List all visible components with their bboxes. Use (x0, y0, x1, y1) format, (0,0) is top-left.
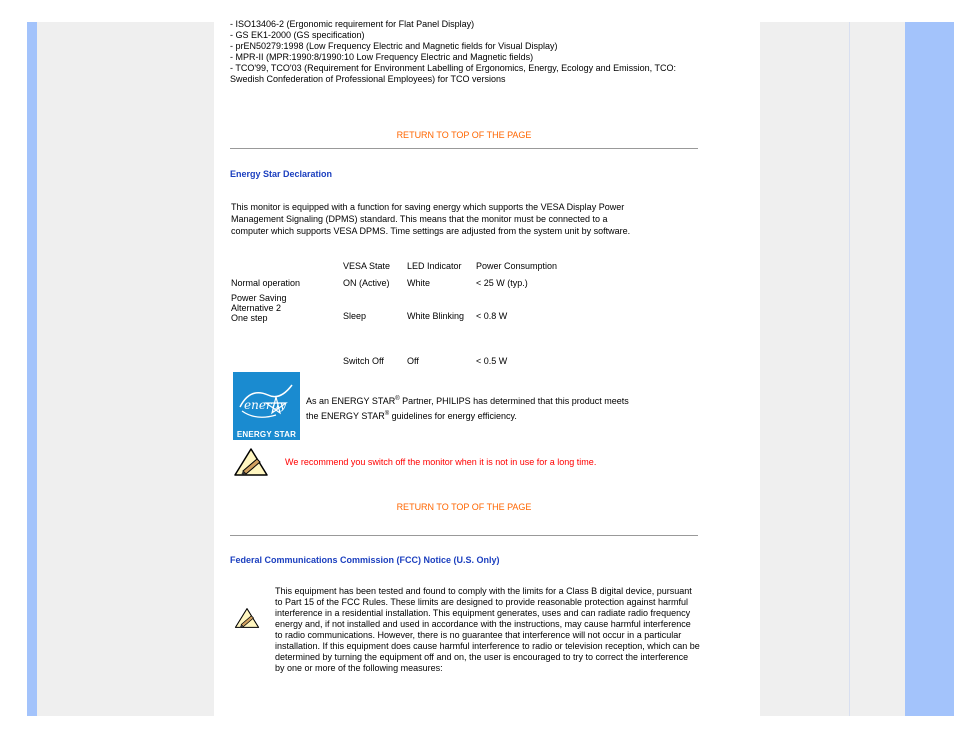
row-state: Switch Off (343, 356, 384, 366)
table-header: VESA State (343, 261, 391, 271)
standard-item: - prEN50279:1998 (Low Frequency Electric and Magnetic fields for Visual Display) (230, 41, 558, 51)
energy-star-title: Energy Star Declaration (230, 169, 333, 179)
row-label-line: Alternative 2 (231, 303, 282, 313)
standard-item: - GS EK1-2000 (GS specification) (230, 30, 365, 40)
row-state: ON (Active) (343, 277, 390, 288)
energy-star-logo-text: ENERGY STAR (236, 430, 297, 439)
fcc-notice-text: This equipment has been tested and found to comply with the limits for a Class B digital device, pursuant to Part 15 of the FCC Rules. These limits are designed to provide reasonable protection against harmful interference in a residential installation. This equipment generates, uses and can radiate radio frequency energy and, if not installed and used in accordance with the instructions, may cause harmful interference to radio communications. However, there is no guarantee that interference will not occur in a particular installation. If this equipment does cause harmful interference to radio or television reception, which can be determined by turning the equipment off and on, the user is encouraged to try to correct the interference by one or more of the following measures: (275, 586, 700, 673)
row-label-line: One step (231, 313, 268, 323)
table-row (231, 274, 586, 291)
left-margin-panel (37, 22, 214, 716)
standard-item: - TCO'99, TCO'03 (Requirement for Environment Labelling of Ergonomics, Energy, Ecology and Emission, TCO: Swedish Confederation of Professional Employees) for TCO versions (230, 63, 676, 84)
return-to-top-link[interactable]: RETURN TO TOP OF THE PAGE (396, 502, 532, 512)
svg-text:energy: energy (244, 398, 287, 412)
row-label: Normal operation (231, 277, 301, 288)
warning-pencil-icon (234, 603, 260, 638)
table-row (231, 291, 586, 341)
section-divider (230, 148, 698, 149)
row-power: < 25 W (typ.) (476, 277, 528, 288)
return-to-top-link[interactable]: RETURN TO TOP OF THE PAGE (396, 130, 532, 140)
table-header: LED Indicator (407, 261, 462, 271)
right-margin-panel (760, 22, 905, 716)
left-accent-bar (27, 22, 37, 716)
standards-list (230, 19, 700, 85)
row-led: White Blinking (407, 311, 465, 321)
row-power: < 0.8 W (476, 311, 508, 321)
row-label (231, 291, 343, 341)
warning-pencil-icon (233, 447, 269, 482)
standard-item: - MPR-II (MPR:1990:8/1990:10 Low Frequency Electric and Magnetic fields) (230, 52, 534, 62)
table-header: Power Consumption (476, 261, 558, 271)
energy-star-logo-icon (233, 372, 300, 440)
right-accent-bar (905, 22, 954, 716)
right-margin-divider (849, 22, 850, 716)
row-label-line: Power Saving (231, 293, 287, 303)
row-led: White (407, 277, 431, 288)
standard-item: - ISO13406-2 (Ergonomic requirement for Flat Panel Display) (230, 19, 475, 29)
energy-star-intro: This monitor is equipped with a function for saving energy which supports the VESA Display Power Management Signaling (DPMS) standard. This means that the monitor must be connected to a computer which supports VESA DPMS. Time settings are adjusted from the system unit by software. (231, 202, 631, 236)
power-management-table (231, 258, 586, 381)
energy-star-swoosh (236, 377, 297, 425)
row-power: < 0.5 W (476, 356, 508, 366)
row-led: Off (407, 356, 419, 366)
row-state: Sleep (343, 311, 367, 321)
energy-star-partner-text: As an ENERGY STAR® Partner, PHILIPS has determined that this product meets the ENERGY STAR® guidelines for energy efficiency. (306, 396, 629, 421)
section-divider (230, 535, 698, 536)
recommend-switch-off-text: We recommend you switch off the monitor when it is not in use for a long time. (285, 457, 597, 467)
fcc-notice-title: Federal Communications Commission (FCC) Notice (U.S. Only) (230, 555, 500, 565)
